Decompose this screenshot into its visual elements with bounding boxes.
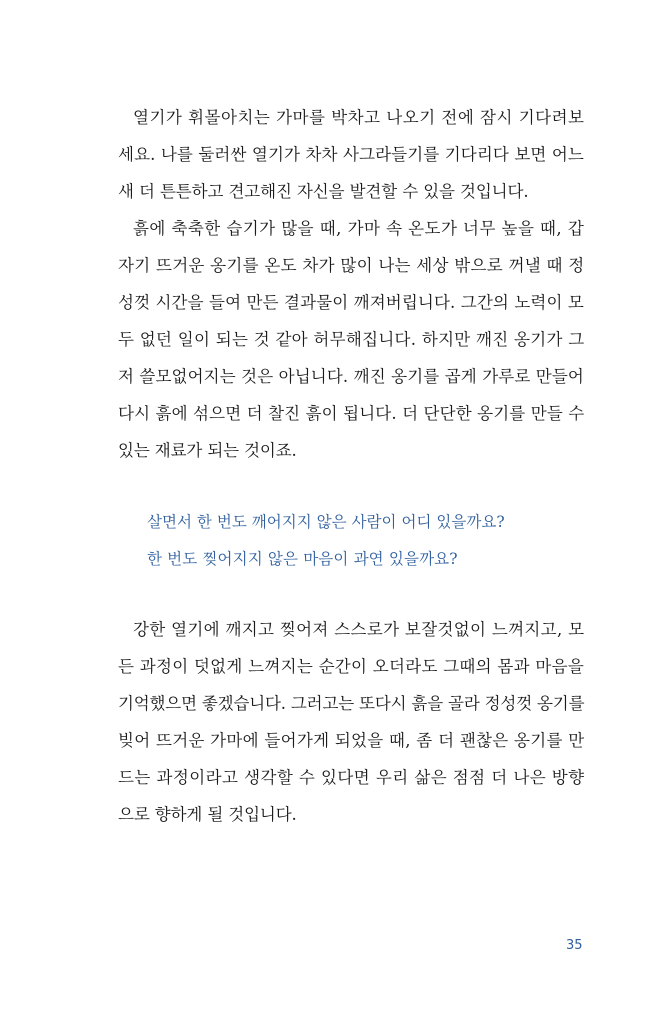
paragraph-2-line-7: 있는 재료가 되는 것이죠. [118, 441, 297, 460]
paragraph-3-line-6: 으로 향하게 될 것입니다. [118, 805, 297, 824]
paragraph-1-line-2: 세요. 나를 둘러싼 열기가 차차 사그라들기를 기다리다 보면 어느 [118, 145, 584, 164]
quote-line-1: 살면서 한 번도 깨어지지 않은 사람이 어디 있을까요? [147, 513, 505, 531]
quote-line-2: 한 번도 찢어지지 않은 마음이 과연 있을까요? [147, 550, 458, 568]
paragraph-3-line-4: 빚어 뜨거운 가마에 들어가게 되었을 때, 좀 더 괜찮은 옹기를 만 [118, 731, 585, 750]
paragraph-3-line-2: 든 과정이 덧없게 느껴지는 순간이 오더라도 그때의 몸과 마음을 [118, 657, 585, 676]
paragraph-3-line-5: 드는 과정이라고 생각할 수 있다면 우리 삶은 점점 더 나은 방향 [118, 768, 585, 787]
paragraph-1-line-1: 열기가 휘몰아치는 가마를 박차고 나오기 전에 잠시 기다려보 [133, 108, 585, 127]
paragraph-2-line-2: 자기 뜨거운 옹기를 온도 차가 많이 나는 세상 밖으로 꺼낼 때 정 [118, 256, 585, 275]
paragraph-2-line-5: 저 쓸모없어지는 것은 아닙니다. 깨진 옹기를 곱게 가루로 만들어 [118, 367, 584, 386]
paragraph-3-line-1: 강한 열기에 깨지고 찢어져 스스로가 보잘것없이 느껴지고, 모 [133, 620, 585, 639]
page-number: 35 [566, 938, 583, 953]
paragraph-2-line-6: 다시 흙에 섞으면 더 찰진 흙이 됩니다. 더 단단한 옹기를 만들 수 [118, 404, 585, 423]
paragraph-2-line-4: 두 없던 일이 되는 것 같아 허무해집니다. 하지만 깨진 옹기가 그 [118, 330, 585, 349]
paragraph-2-line-1: 흙에 축축한 습기가 많을 때, 가마 속 온도가 너무 높을 때, 갑 [133, 219, 585, 238]
paragraph-3-line-3: 기억했으면 좋겠습니다. 그러고는 또다시 흙을 골라 정성껏 옹기를 [118, 694, 585, 713]
paragraph-2-line-3: 성껏 시간을 들여 만든 결과물이 깨져버립니다. 그간의 노력이 모 [118, 293, 584, 312]
paragraph-1-line-3: 새 더 튼튼하고 견고해진 자신을 발견할 수 있을 것입니다. [118, 182, 529, 201]
